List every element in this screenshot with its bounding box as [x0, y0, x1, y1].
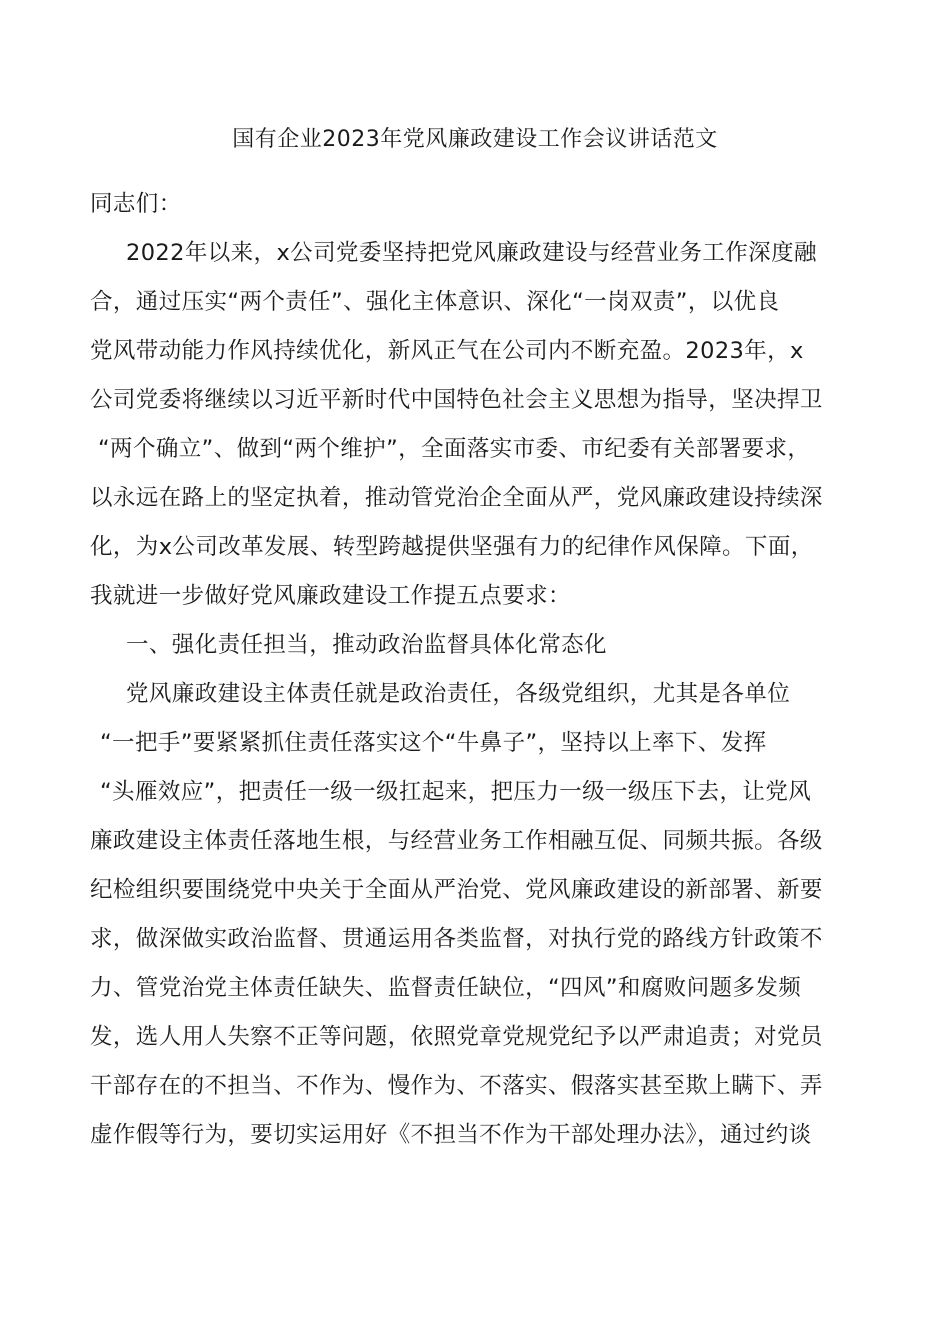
paragraph-line: “头雁效应”，把责任一级一级扛起来，把压力一级一级压下去，让党风 — [100, 779, 812, 805]
paragraph-line: 力、管党治党主体责任缺失、监督责任缺位，“四风”和腐败问题多发频 — [90, 975, 802, 1001]
paragraph-line: 以永远在路上的坚定执着，推动管党治企全面从严，党风廉政建设持续深 — [90, 485, 823, 511]
paragraph-line: 2022年以来，x公司党委坚持把党风廉政建设与经营业务工作深度融 — [126, 240, 817, 266]
paragraph-line: 发，选人用人失察不正等问题，依照党章党规党纪予以严肃追责；对党员 — [90, 1024, 823, 1050]
paragraph-line: 我就进一步做好党风廉政建设工作提五点要求： — [90, 583, 571, 609]
document-title: 国有企业2023年党风廉政建设工作会议讲话范文 — [232, 127, 718, 152]
paragraph-line: 求，做深做实政治监督、贯通运用各类监督，对执行党的路线方针政策不 — [90, 926, 823, 952]
paragraph-line: 党风廉政建设主体责任就是政治责任，各级党组织，尤其是各单位 — [126, 681, 791, 707]
paragraph-line: 纪检组织要围绕党中央关于全面从严治党、党风廉政建设的新部署、新要 — [90, 877, 823, 903]
paragraph-line: 公司党委将继续以习近平新时代中国特色社会主义思想为指导，坚决捍卫 — [90, 387, 823, 413]
section-heading: 一、强化责任担当，推动政治监督具体化常态化 — [126, 632, 607, 658]
paragraph-line: 化，为x公司改革发展、转型跨越提供坚强有力的纪律作风保障。下面， — [90, 534, 814, 560]
paragraph-line: 党风带动能力作风持续优化，新风正气在公司内不断充盈。2023年，x — [90, 338, 804, 364]
salutation: 同志们： — [90, 191, 182, 217]
paragraph-line: “一把手”要紧紧抓住责任落实这个“牛鼻子”，坚持以上率下、发挥 — [100, 730, 767, 756]
paragraph-line: 合，通过压实“两个责任”、强化主体意识、深化“一岗双责”，以优良 — [90, 289, 780, 315]
paragraph-line: 虚作假等行为，要切实运用好《不担当不作为干部处理办法》，通过约谈 — [90, 1122, 812, 1148]
paragraph-line: 廉政建设主体责任落地生根，与经营业务工作相融互促、同频共振。各级 — [90, 828, 823, 854]
paragraph-line: “两个确立”、做到“两个维护”，全面落实市委、市纪委有关部署要求， — [98, 436, 811, 462]
paragraph-line: 干部存在的不担当、不作为、慢作为、不落实、假落实甚至欺上瞒下、弄 — [90, 1073, 823, 1099]
